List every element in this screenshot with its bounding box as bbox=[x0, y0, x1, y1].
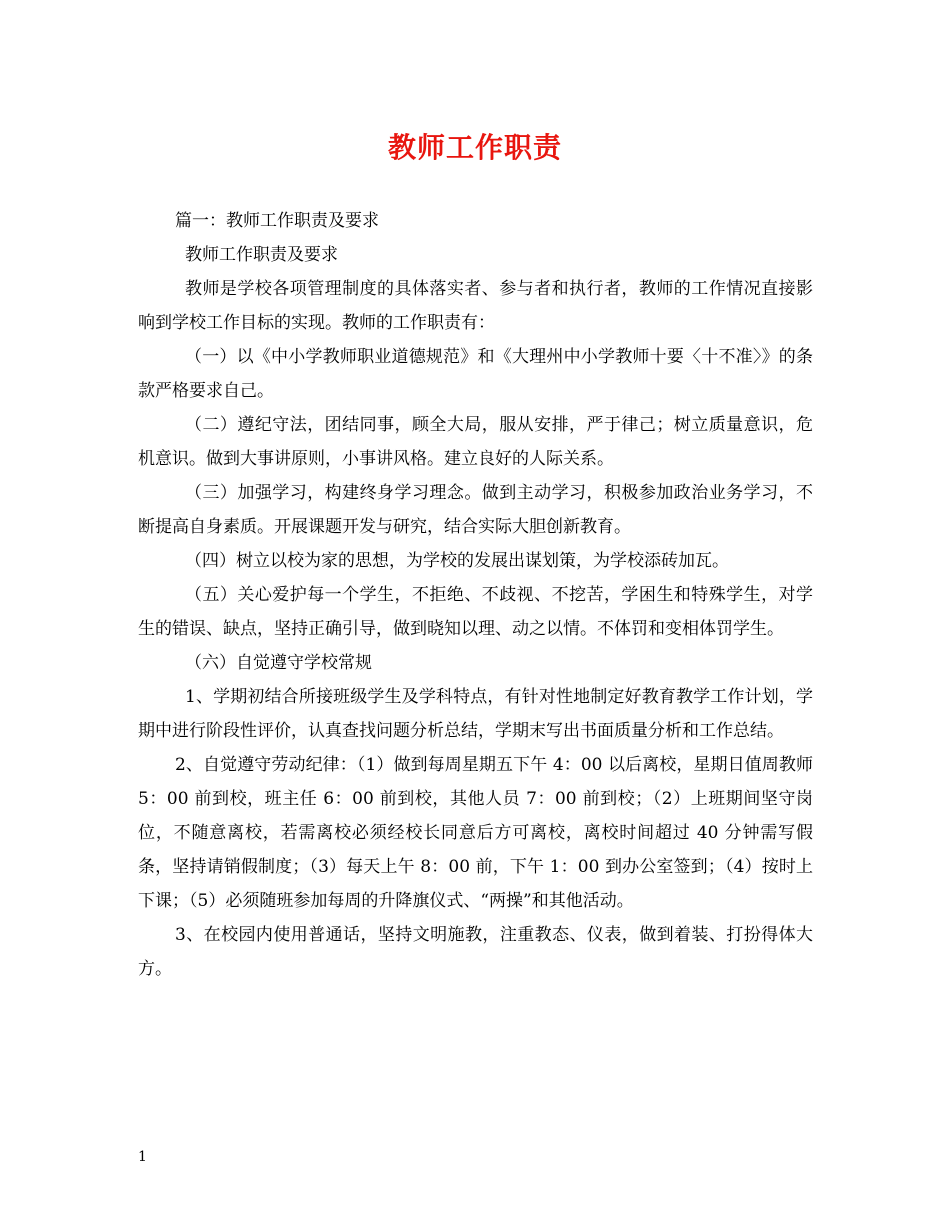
duty-paragraph-6: （六）自觉遵守学校常规 bbox=[185, 653, 372, 673]
section-subtitle: 教师工作职责及要求 bbox=[185, 245, 338, 265]
duty-paragraph-2: （二）遵纪守法，团结同事，顾全大局，服从安排，严于律己；树立质量意识，危机意识。做到大事讲原则，小事讲风格。建立良好的人际关系。 bbox=[138, 415, 813, 469]
duty-paragraph-4: （四）树立以校为家的思想，为学校的发展出谋划策，为学校添砖加瓦。 bbox=[185, 551, 729, 571]
duty-paragraph-5: （五）关心爱护每一个学生，不拒绝、不歧视、不挖苦，学困生和特殊学生，对学生的错误、缺点，坚持正确引导，做到晓知以理、动之以情。不体罚和变相体罚学生。 bbox=[138, 585, 813, 639]
rule-paragraph-1: 1、学期初结合所接班级学生及学科特点，有针对性地制定好教育教学工作计划，学期中进行阶段性评价，认真查找问题分析总结，学期末写出书面质量分析和工作总结。 bbox=[138, 687, 813, 741]
page-title: 教师工作职责 bbox=[387, 131, 562, 164]
section-heading: 篇一：教师工作职责及要求 bbox=[175, 211, 379, 231]
page-number: 1 bbox=[138, 1149, 147, 1165]
rule-paragraph-3: 3、在校园内使用普通话，坚持文明施教，注重教态、仪表，做到着装、打扮得体大方。 bbox=[138, 925, 813, 979]
duty-paragraph-1: （一）以《中小学教师职业道德规范》和《大理州中小学教师十要〈十不准〉》的条款严格要求自己。 bbox=[138, 347, 813, 401]
duty-paragraph-3: （三）加强学习，构建终身学习理念。做到主动学习，积极参加政治业务学习，不断提高自身素质。开展课题开发与研究，结合实际大胆创新教育。 bbox=[138, 483, 813, 537]
document-body bbox=[138, 204, 813, 986]
intro-paragraph: 教师是学校各项管理制度的具体落实者、参与者和执行者，教师的工作情况直接影响到学校工作目标的实现。教师的工作职责有： bbox=[138, 279, 813, 333]
rule-paragraph-2: 2、自觉遵守劳动纪律：（1）做到每周星期五下午 4：00 以后离校，星期日值周教师 5：00 前到校，班主任 6：00 前到校，其他人员 7：00 前到校；（2）上班期间坚守岗位，不随意离校，若需离校必须经校长同意后方可离校，离校时间超过 40 分钟需写假条，坚持请销假制度；（3）每天上午 8：00 前，下午 1：00 到办公室签到；（4）按时上下课；（5）必须随班参加每周的升降旗仪式、“两操”和其他活动。 bbox=[138, 755, 813, 911]
